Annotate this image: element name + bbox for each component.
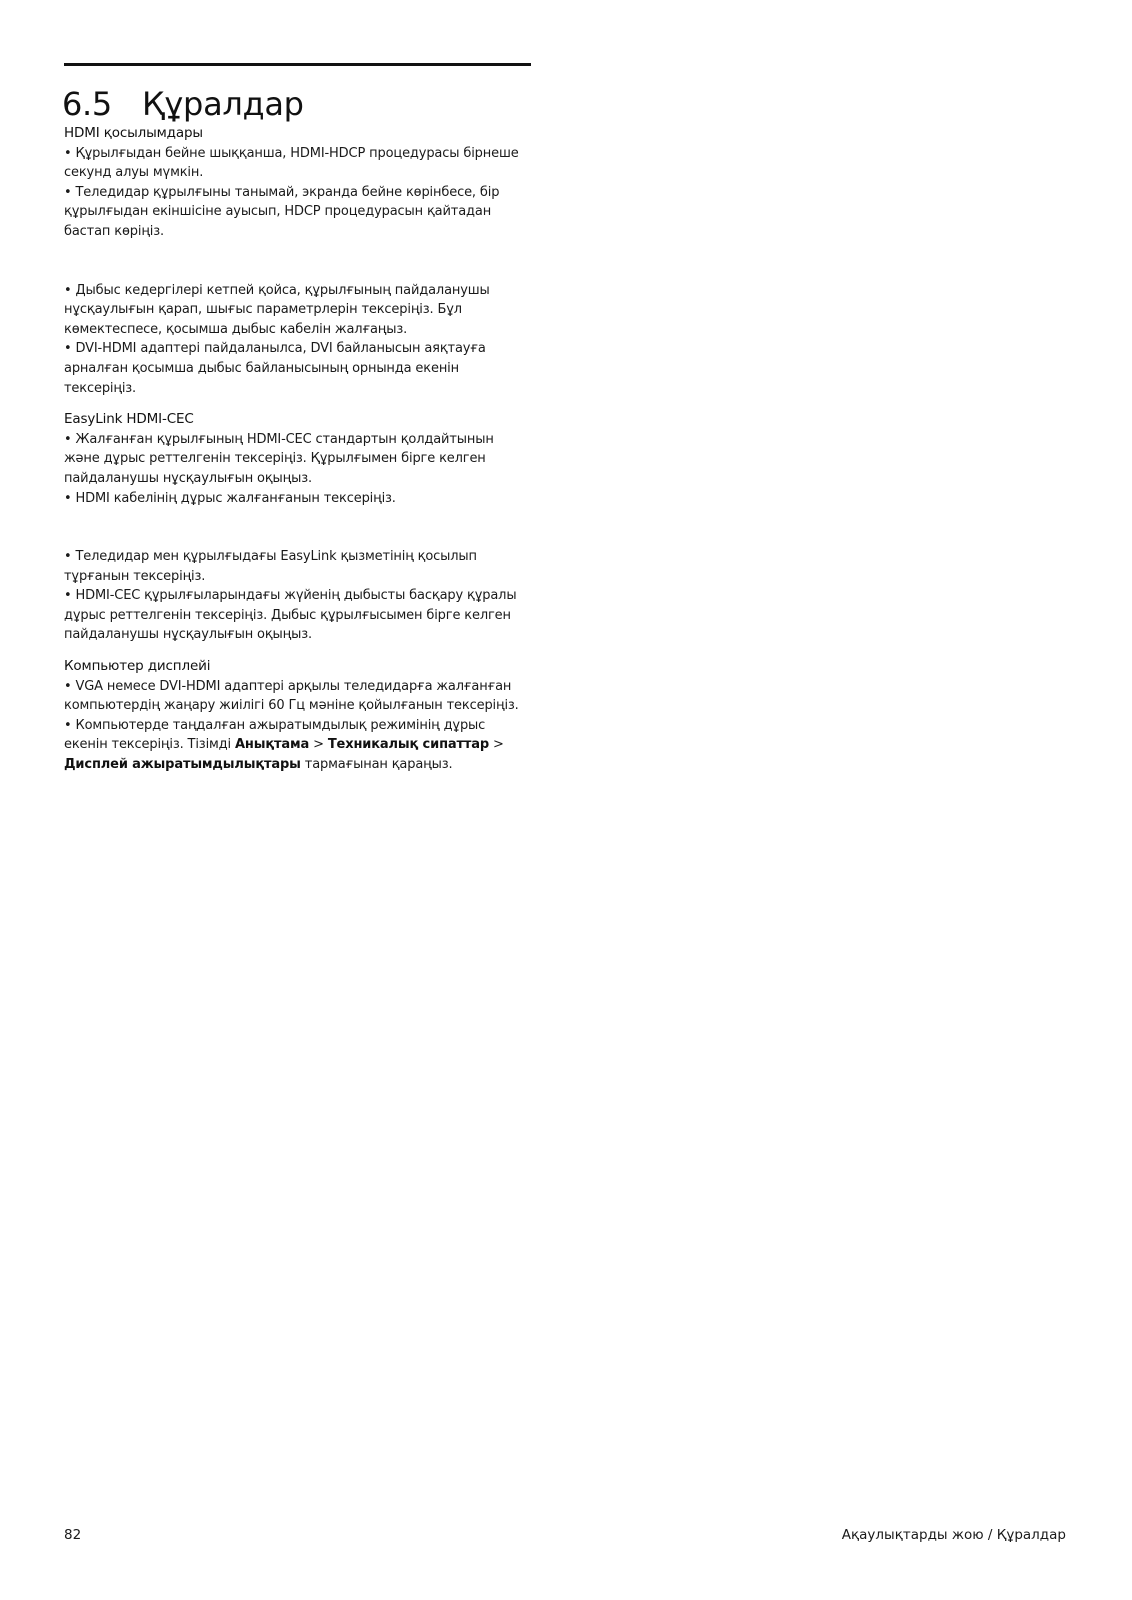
section-easylink: [64, 410, 531, 645]
paragraph-with-path: [64, 716, 531, 775]
section-computer-display: [64, 657, 531, 775]
section-heading: HDMI қосылымдары: [64, 125, 203, 141]
paragraph: • HDMI-CEC құрылғыларындағы жүйенің дыбысты басқару құралы дұрыс реттелгенін тексеріңіз. Дыбыс құрылғысымен бірге келген пайдаланушы нұсқаулығын оқыңыз.: [64, 588, 517, 643]
spacer: [64, 242, 531, 281]
paragraph-text: • Компьютерде таңдалған ажыратымдылық режимінің дұрыс екенін тексеріңіз. Тізімді: [64, 717, 486, 753]
spacer: [64, 645, 531, 657]
paragraph: • DVI-HDMI адаптері пайдаланылса, DVI байланысын аяқтауға арналған қосымша дыбыс байланысының орнында екенін тексеріңіз.: [64, 341, 486, 396]
title-rule: [64, 63, 531, 66]
paragraph: • Дыбыс кедергілері кетпей қойса, құрылғының пайдаланушы нұсқаулығын қарап, шығыс параметрлерін тексеріңіз. Бұл көмектеспесе, қосымша дыбыс кабелін жалғаңыз.: [64, 282, 490, 337]
paragraph: • VGA немесе DVI-HDMI адаптері арқылы теледидарға жалғанған компьютердің жаңару жиілігі 60 Гц мәніне қойылғанын тексеріңіз.: [64, 678, 519, 714]
spacer: [64, 508, 531, 547]
paragraph: • HDMI кабелінің дұрыс жалғанғанын тексеріңіз.: [64, 490, 396, 506]
section-number: 6.5: [62, 85, 112, 124]
tech-specs-link[interactable]: Техникалық сипаттар: [327, 737, 490, 753]
path-separator: >: [309, 737, 328, 753]
section-heading: EasyLink HDMI-CEC: [64, 411, 194, 428]
paragraph-text: тармағынан қараңыз.: [300, 757, 453, 773]
paragraph: • Жалғанған құрылғының HDMI-CEC стандартын қолдайтынын және дұрыс реттелгенін тексеріңіз. Құрылғымен бірге келген пайдаланушы нұсқаулығын оқыңыз.: [64, 431, 494, 486]
paragraph: • Құрылғыдан бейне шыққанша, HDMI-HDCP процедурасы бірнеше секунд алуы мүмкін.: [64, 145, 519, 181]
section-title: Құралдар: [142, 85, 304, 124]
paragraph: • Теледидар мен құрылғыдағы EasyLink қызметінің қосылып тұрғанын тексеріңіз.: [64, 549, 477, 584]
spacer: [64, 398, 531, 410]
path-separator: >: [489, 737, 504, 753]
display-resolutions-link[interactable]: Дисплей ажыратымдылықтары: [64, 757, 301, 773]
section-hdmi: [64, 124, 531, 398]
main-content: [64, 124, 531, 775]
page-title: [62, 85, 304, 123]
help-link[interactable]: Анықтама: [234, 737, 310, 753]
paragraph: • Теледидар құрылғыны танымай, экранда бейне көрінбесе, бір құрылғыдан екіншісіне ауысып, HDCP процедурасын қайтадан бастап көріңіз.: [64, 184, 500, 239]
footer-running-title: Ақаулықтарды жою / Құралдар: [841, 1527, 1066, 1543]
footer-page-number: 82: [64, 1527, 82, 1543]
section-heading: Компьютер дисплейі: [64, 658, 211, 675]
